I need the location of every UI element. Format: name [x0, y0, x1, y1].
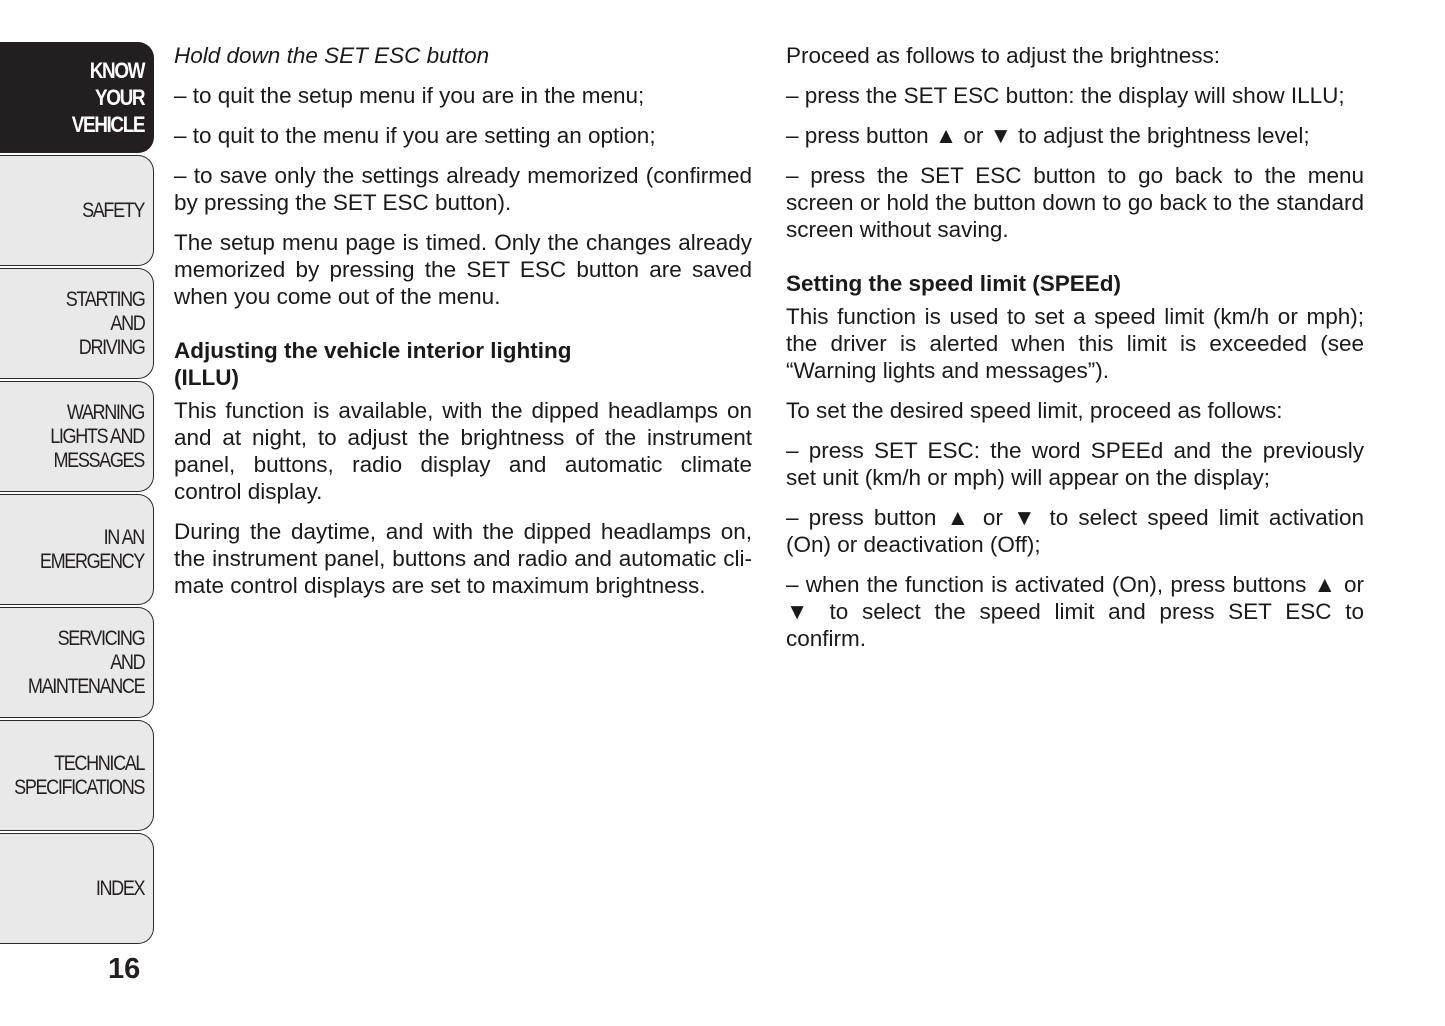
section-heading: Adjusting the vehicle interior lighting (ILLU): [174, 338, 572, 390]
paragraph: Hold down the SET ESC button: [174, 43, 490, 68]
list-item: – to quit the setup menu if you are in the menu;: [174, 83, 645, 108]
page-number: 16: [108, 953, 141, 985]
paragraph: This function is used to set a speed limit (km/h or mph); the driver is alerted when this limit is exceeded (see “Warning lights and messages”).: [786, 304, 1364, 383]
tab-technical-specifications[interactable]: [0, 720, 154, 831]
tab-label: KNOW YOUR VEHICLE: [71, 58, 144, 137]
list-item: – press button ▲ or ▼ to select speed limit activation (On) or deactivation (Off);: [786, 505, 1364, 557]
tab-label: WARNING LIGHTS AND MESSAGES: [50, 400, 144, 472]
tab-label: SERVICING AND MAINTENANCE: [27, 626, 144, 698]
list-item: – press the SET ESC button to go back to the menu screen or hold the button down to go back to the standard screen without saving.: [786, 163, 1364, 242]
paragraph: To set the desired speed limit, proceed as follows:: [786, 398, 1283, 423]
list-item: – press the SET ESC button: the display will show ILLU;: [786, 83, 1345, 108]
section-heading: Setting the speed limit (SPEEd): [786, 271, 1122, 296]
tab-index[interactable]: [0, 833, 154, 944]
left-column: [174, 42, 752, 612]
section-tabs: [0, 42, 154, 946]
paragraph: Proceed as follows to adjust the brightness:: [786, 43, 1220, 68]
tab-in-an-emergency[interactable]: [0, 494, 154, 605]
list-item: – to quit to the menu if you are setting an option;: [174, 123, 656, 148]
list-item: – press SET ESC: the word SPEEd and the previously set unit (km/h or mph) will appear on the display;: [786, 438, 1364, 490]
list-item: – to save only the settings already memorized (confirmed by pressing the SET ESC button).: [174, 163, 752, 215]
tab-starting-and-driving[interactable]: [0, 268, 154, 379]
tab-know-your-vehicle[interactable]: [0, 42, 154, 153]
tab-warning-lights-and-messages[interactable]: [0, 381, 154, 492]
tab-safety[interactable]: [0, 155, 154, 266]
paragraph: The setup menu page is timed. Only the changes already memorized by pressing the SET ESC button are saved when you come out of the menu.: [174, 230, 752, 309]
tab-label: IN AN EMERGENCY: [39, 525, 144, 573]
list-item: – press button ▲ or ▼ to adjust the brightness level;: [786, 123, 1310, 148]
paragraph: This function is available, with the dipped headlamps on and at night, to adjust the brightness of the instrument panel, buttons, radio display and automatic climate control display.: [174, 398, 752, 504]
list-item: – when the function is activated (On), press buttons ▲ or ▼ to select the speed limit and press SET ESC to confirm.: [786, 572, 1364, 651]
tab-label: STARTING AND DRIVING: [65, 287, 144, 359]
tab-label: INDEX: [95, 876, 144, 900]
tab-label: TECHNICAL SPECIFICATIONS: [14, 751, 144, 799]
tab-servicing-and-maintenance[interactable]: [0, 607, 154, 718]
tab-label: SAFETY: [81, 198, 144, 222]
paragraph: During the daytime, and with the dipped headlamps on, the instrument panel, buttons and radio and automatic climate control displays are set to maximum brightness.: [174, 519, 752, 598]
right-column: [786, 42, 1364, 665]
